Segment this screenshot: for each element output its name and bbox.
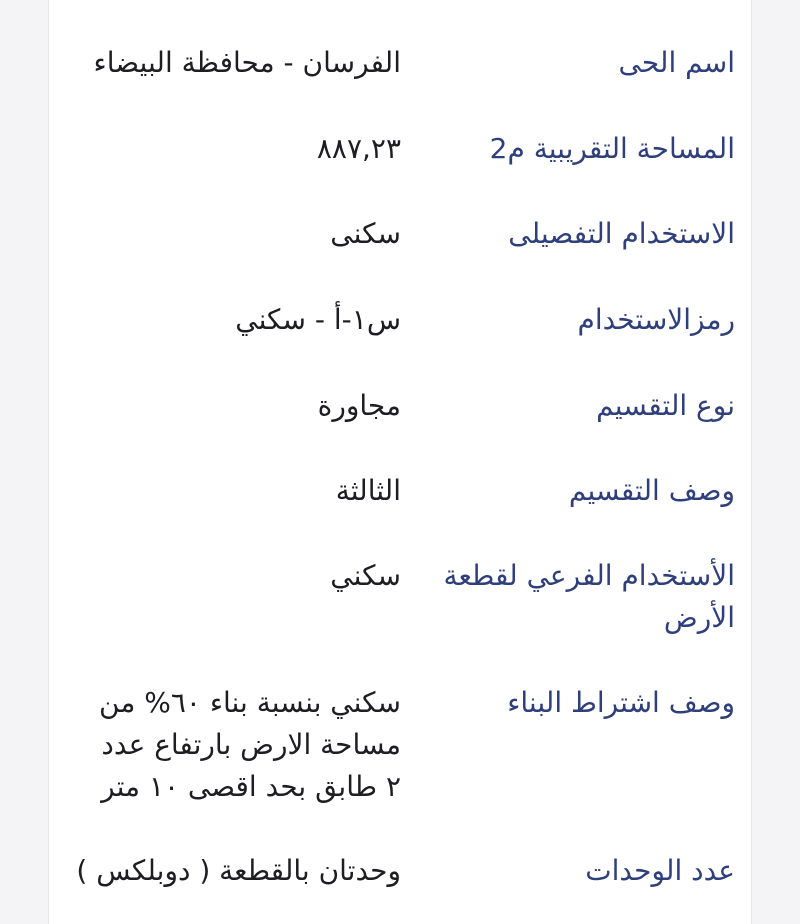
- division-type-label: نوع التقسيم: [596, 389, 735, 422]
- sub-use-label: الأستخدام الفرعي لقطعة الأرض: [443, 559, 735, 634]
- district-value: الفرسان - محافظة البيضاء: [93, 46, 401, 79]
- detailed-use-label: الاستخدام التفصيلى: [508, 217, 735, 250]
- area-value: ٨٨٧,٢٣: [316, 132, 401, 165]
- property-details-card: [48, 0, 752, 924]
- building-requirement-value: سكني بنسبة بناء ٦٠% من مساحة الارض بارتفاع عدد ٢ طابق بحد اقصى ١٠ متر: [99, 686, 401, 803]
- area-label: المساحة التقريبية م2: [489, 132, 735, 165]
- building-requirement-label: وصف اشتراط البناء: [507, 686, 735, 719]
- division-type-value: مجاورة: [317, 389, 401, 422]
- units-count-value: وحدتان بالقطعة ( دوبلكس ): [76, 854, 401, 887]
- division-description-value: الثالثة: [335, 474, 401, 507]
- use-code-value: س١-أ - سكني: [235, 303, 401, 336]
- division-description-label: وصف التقسيم: [568, 474, 735, 507]
- detailed-use-value: سكنى: [330, 217, 401, 250]
- sub-use-value: سكني: [330, 559, 401, 592]
- use-code-label: رمزالاستخدام: [577, 303, 735, 336]
- district-label: اسم الحى: [618, 46, 735, 79]
- units-count-label: عدد الوحدات: [585, 854, 735, 887]
